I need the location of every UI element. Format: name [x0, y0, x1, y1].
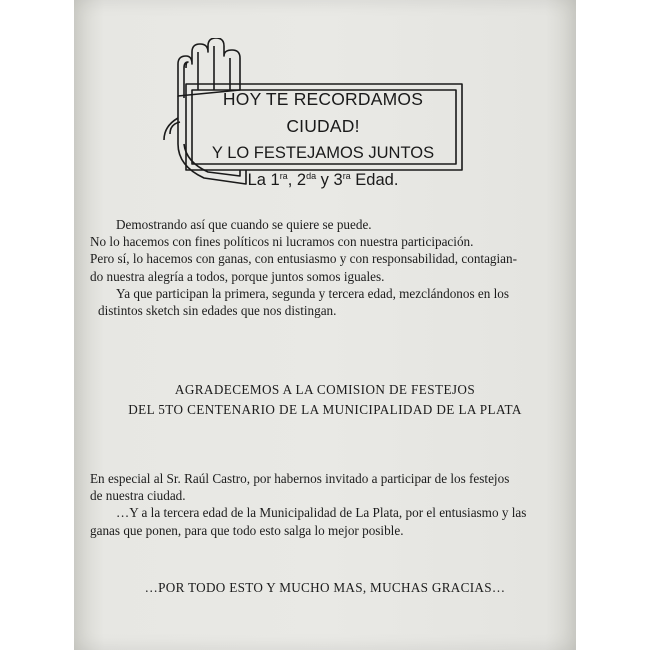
logo-banner-text	[188, 86, 458, 194]
thanks-heading-line-2: DEL 5TO CENTENARIO DE LA MUNICIPALIDAD DE LA PLATA	[128, 402, 522, 417]
paragraph-line: No lo hacemos con fines políticos ni lucramos con nuestra participación.	[90, 234, 474, 250]
thanks-heading-line-1: AGRADECEMOS A LA COMISION DE FESTEJOS	[174, 382, 476, 397]
celebration-logo	[150, 38, 470, 190]
logo-line-2: Y LO FESTEJAMOS JUNTOS	[211, 144, 435, 162]
logo-line-3: La $1^{ra}$, $2^{da}$ y $3^{ra}$ Edad.	[247, 171, 399, 189]
paragraph-line: Demostrando así que cuando se quiere se puede.	[116, 217, 372, 232]
paragraph-line: En especial al Sr. Raúl Castro, por habernos invitado a participar de los festejos	[90, 471, 510, 486]
closing-line: …POR TODO ESTO Y MUCHO MAS, MUCHAS GRACIAS…	[144, 580, 506, 595]
intro-paragraph	[90, 216, 558, 319]
paragraph-line: distintos sketch sin edades que nos distingan.	[98, 303, 337, 319]
logo-line-1: HOY TE RECORDAMOS CIUDAD!	[222, 89, 424, 136]
acknowledgement-paragraph	[90, 470, 560, 539]
paragraph-line: Ya que participan la primera, segunda y tercera edad, mezclándonos en los	[116, 285, 510, 301]
paragraph-line: ganas que ponen, para que todo esto salga lo mejor posible.	[90, 522, 404, 538]
paragraph-line: Pero sí, lo hacemos con ganas, con entusiasmo y con responsabilidad, contagian-	[90, 251, 518, 267]
paragraph-line: …Y a la tercera edad de la Municipalidad de La Plata, por el entusiasmo y las	[116, 505, 527, 521]
paragraph-line: do nuestra alegría a todos, porque juntos somos iguales.	[90, 268, 385, 284]
paragraph-line: de nuestra ciudad.	[90, 488, 186, 504]
